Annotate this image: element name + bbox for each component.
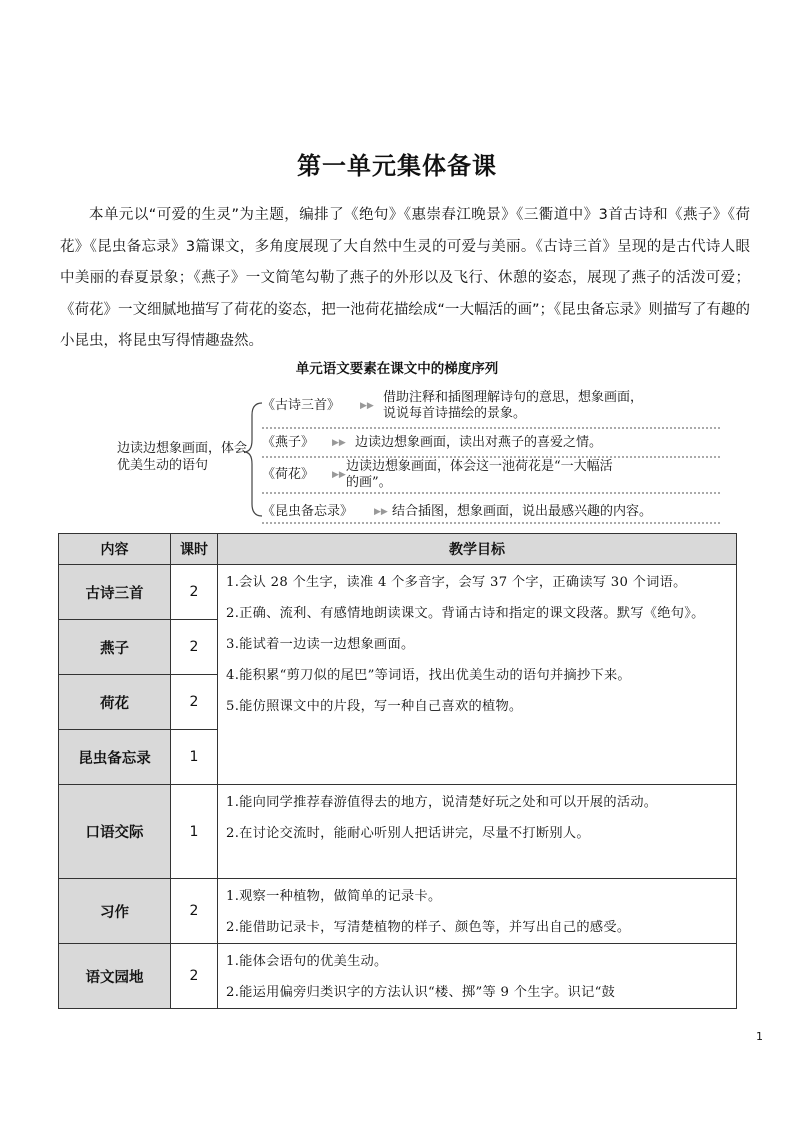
- table-row: [59, 879, 737, 944]
- branch-lesson: 《昆虫备忘录》: [262, 504, 354, 519]
- diagram-title: 单元语文要素在课文中的梯度序列: [295, 361, 499, 377]
- goals-cell: [218, 785, 737, 879]
- content-cell: 燕子: [59, 620, 171, 675]
- page-number: 1: [756, 1030, 763, 1043]
- branch-lesson: 《荷花》: [262, 467, 315, 482]
- arrow-icon: ▶▶: [332, 438, 346, 448]
- hours-cell: 2: [171, 675, 218, 730]
- hours-cell: 2: [171, 944, 218, 1009]
- goal-item: 1.能体会语句的优美生动。: [226, 954, 388, 969]
- goal-item: 2.在讨论交流时，能耐心听别人把话讲完，尽量不打断别人。: [226, 826, 590, 841]
- goals-cell: [218, 944, 737, 1009]
- header-hours: 课时: [171, 534, 218, 565]
- goal-item: 3.能试着一边读一边想象画面。: [226, 637, 415, 652]
- goal-item: 2.正确、流利、有感情地朗读课文。背诵古诗和指定的课文段落。默写《绝句》。: [226, 606, 705, 621]
- hours-cell: 2: [171, 879, 218, 944]
- arrow-icon: ▶▶: [360, 401, 374, 411]
- goal-item: 4.能积累“剪刀似的尾巴”等词语，找出优美生动的语句并摘抄下来。: [226, 668, 631, 683]
- header-goals: 教学目标: [218, 534, 737, 565]
- goals-cell: [218, 565, 737, 785]
- content-cell: 荷花: [59, 675, 171, 730]
- branch-desc: 边读边想象画面，体会这一池荷花是“一大幅活: [346, 459, 613, 474]
- content-cell: 昆虫备忘录: [59, 730, 171, 785]
- table-row: [59, 944, 737, 1009]
- hours-cell: 1: [171, 730, 218, 785]
- branch-lesson: 《古诗三首》: [262, 398, 341, 413]
- goals-cell: [218, 879, 737, 944]
- intro-paragraph: 本单元以“可爱的生灵”为主题，编排了《绝句》《惠崇春江晚景》《三衢道中》3首古诗和《燕子》《荷花》《昆虫备忘录》3篇课文，多角度展现了大自然中生灵的可爱与美丽。《古诗三首》呈现的是古代诗人眼中美丽的春夏景象；《燕子》一文简笔勾勒了燕子的外形以及飞行、休憩的姿态，展现了燕子的活泼可爱；《荷花》一文细腻地描写了荷花的姿态，把一池荷花描绘成“一大幅活的画”；《昆虫备忘录》则描写了有趣的小昆虫，将昆虫写得情趣盎然。: [60, 207, 750, 349]
- branch-desc: 结合插图，想象画面，说出最感兴趣的内容。: [392, 504, 653, 519]
- content-cell: 古诗三首: [59, 565, 171, 620]
- content-cell: 口语交际: [59, 785, 171, 879]
- header-content: 内容: [59, 534, 171, 565]
- branch-desc: 的画”。: [346, 475, 392, 490]
- branch-desc: 借助注释和插图理解诗句的意思，想象画面，: [383, 390, 644, 405]
- page-title: 第一单元集体备课: [297, 152, 497, 180]
- goal-item: 2.能借助记录卡，写清楚植物的样子、颜色等，并写出自己的感受。: [226, 920, 631, 935]
- table-row: [59, 565, 737, 620]
- goal-item: 2.能运用偏旁归类识字的方法认识“楼、掷”等 9 个生字。识记“鼓: [226, 985, 616, 1000]
- branch-desc: 边读边想象画面，读出对燕子的喜爱之情。: [355, 435, 603, 450]
- goal-item: 1.能向同学推荐春游值得去的地方，说清楚好玩之处和可以开展的活动。: [226, 795, 658, 810]
- content-cell: 习作: [59, 879, 171, 944]
- table-header-row: [59, 534, 737, 565]
- teaching-plan-table: [58, 533, 737, 1009]
- branch-lesson: 《燕子》: [262, 435, 315, 450]
- hours-cell: 2: [171, 620, 218, 675]
- arrow-icon: ▶▶: [374, 507, 388, 517]
- goal-item: 1.会认 28 个生字，读准 4 个多音字，会写 37 个字，正确读写 30 个词语。: [226, 575, 687, 590]
- table-row: [59, 785, 737, 879]
- hours-cell: 2: [171, 565, 218, 620]
- arrow-icon: ▶▶: [332, 470, 346, 480]
- branch-desc: 说说每首诗描绘的景象。: [383, 406, 527, 421]
- hours-cell: 1: [171, 785, 218, 879]
- goal-item: 1.观察一种植物，做简单的记录卡。: [226, 889, 442, 904]
- goal-item: 5.能仿照课文中的片段，写一种自己喜欢的植物。: [226, 699, 523, 714]
- content-cell: 语文园地: [59, 944, 171, 1009]
- diagram-concept: 边读边想象画面，体会优美生动的语句: [117, 441, 248, 473]
